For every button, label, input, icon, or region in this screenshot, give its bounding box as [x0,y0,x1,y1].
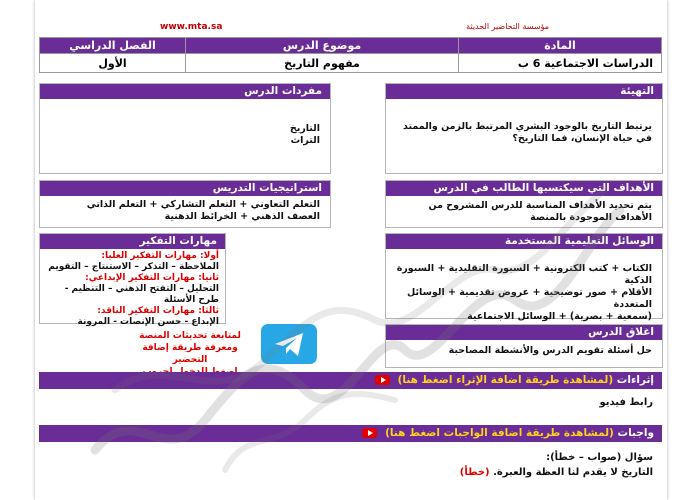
promo-line: ومعرفة طريقة إضافة التحضير [142,343,238,365]
thinking-title: مهارات التفكير [40,234,225,249]
term-value: الأول [40,54,186,73]
enrichment-link[interactable]: (لمشاهدة طريقة اضافة الإثراء اضغط هنا) [397,374,614,386]
topic-value: مفهوم التاريخ [186,54,459,73]
telegram-button[interactable] [261,324,317,364]
question-row [460,467,653,478]
youtube-icon[interactable] [362,428,377,438]
closure-title: اغلاق الدرس [386,325,662,340]
aids-box [385,233,663,322]
enrichment-title: إثراءات [616,374,654,386]
org-name: مؤسسة التحاضير الحديثة [466,22,549,31]
subject-label: المادة [459,38,662,54]
site-url[interactable]: www.mta.sa [160,22,223,32]
subject-value: الدراسات الاجتماعية 6 ب [459,54,662,73]
aids-line: الأقلام + صور توضيحية + عروض تقديمية + الوسائل المتعددة [406,287,652,310]
youtube-icon[interactable] [375,375,390,385]
term-label: الفصل الدراسي [40,38,186,54]
aids-title: الوسائل التعليمية المستخدمة [386,234,662,249]
aids-line: الكتاب + كتب الكترونية + السبورة التقليدية + السبورة الذكية [396,263,652,286]
promo-line: لمتابعة تحديثات المنصة [139,331,241,341]
objectives-text: يتم تحديد الأهداف المناسبة للدرس المشروح من الأهداف الموجودة بالمنصة [428,200,652,223]
homework-link[interactable]: (لمشاهدة طريقة اضافة الواجبات اضغط هنا) [385,427,614,439]
strategies-line: التعلم التعاوني + التعلم التشاركي + التعلم الذاتي [86,199,320,210]
closure-text: حل أسئلة تقويم الدرس والأنشطة المصاحبة [448,345,652,356]
enrichment-bar [39,372,662,389]
warmup-text: يرتبط التاريخ بالوجود البشري المرتبط بالزمن والممتد في حياة الإنسان، فما التاريخ؟ [402,121,652,144]
aids-line: (سمعية + بصرية) + الوسائل الاجتماعية [467,311,652,322]
thinking-heading: ثالثا: مهارات التفكير الناقد: [97,306,219,316]
vocab-item: التراث [290,135,320,146]
strategies-box [39,180,331,228]
question-text: التاريخ لا يقدم لنا العظة والعبرة. [493,467,653,478]
thinking-heading: ثانيا: مهارات التفكير الإبداعي: [85,273,219,283]
lesson-info-table [39,37,662,73]
warmup-title: التهيئة [386,84,662,99]
topic-label: موضوع الدرس [186,38,459,54]
thinking-heading: أولا: مهارات التفكير العليا: [101,251,219,261]
strategies-line: العصف الذهني + الخرائط الذهنية [164,211,320,222]
strategies-title: استراتيجيات التدريس [40,181,330,196]
vocab-box [39,83,331,174]
vocab-title: مفردات الدرس [40,84,330,99]
telegram-icon [261,324,317,364]
vocab-item: التاريخ [289,123,320,134]
objectives-box [385,180,663,228]
thinking-text: الملاحظة – التذكر – الاستنتاج – التقويم [48,262,219,272]
homework-bar [39,425,662,442]
thinking-box [39,233,226,327]
lesson-plan-page [35,0,667,500]
question-label: سؤال (صواب – خطأ): [546,452,653,463]
warmup-box [385,83,663,174]
thinking-text: الإبداع - حسن الإنصات - المرونة [77,317,219,327]
question-answer: (خطأ) [459,467,490,478]
thinking-text: التحليل – التفتح الذهني – التنظيم - طرح الأسئلة [64,284,219,305]
closure-box [385,324,663,368]
homework-title: واجبات [617,427,654,439]
enrichment-text: رابط فيديو [599,397,653,408]
objectives-title: الأهداف التي سيكتسبها الطالب في الدرس [386,181,662,196]
